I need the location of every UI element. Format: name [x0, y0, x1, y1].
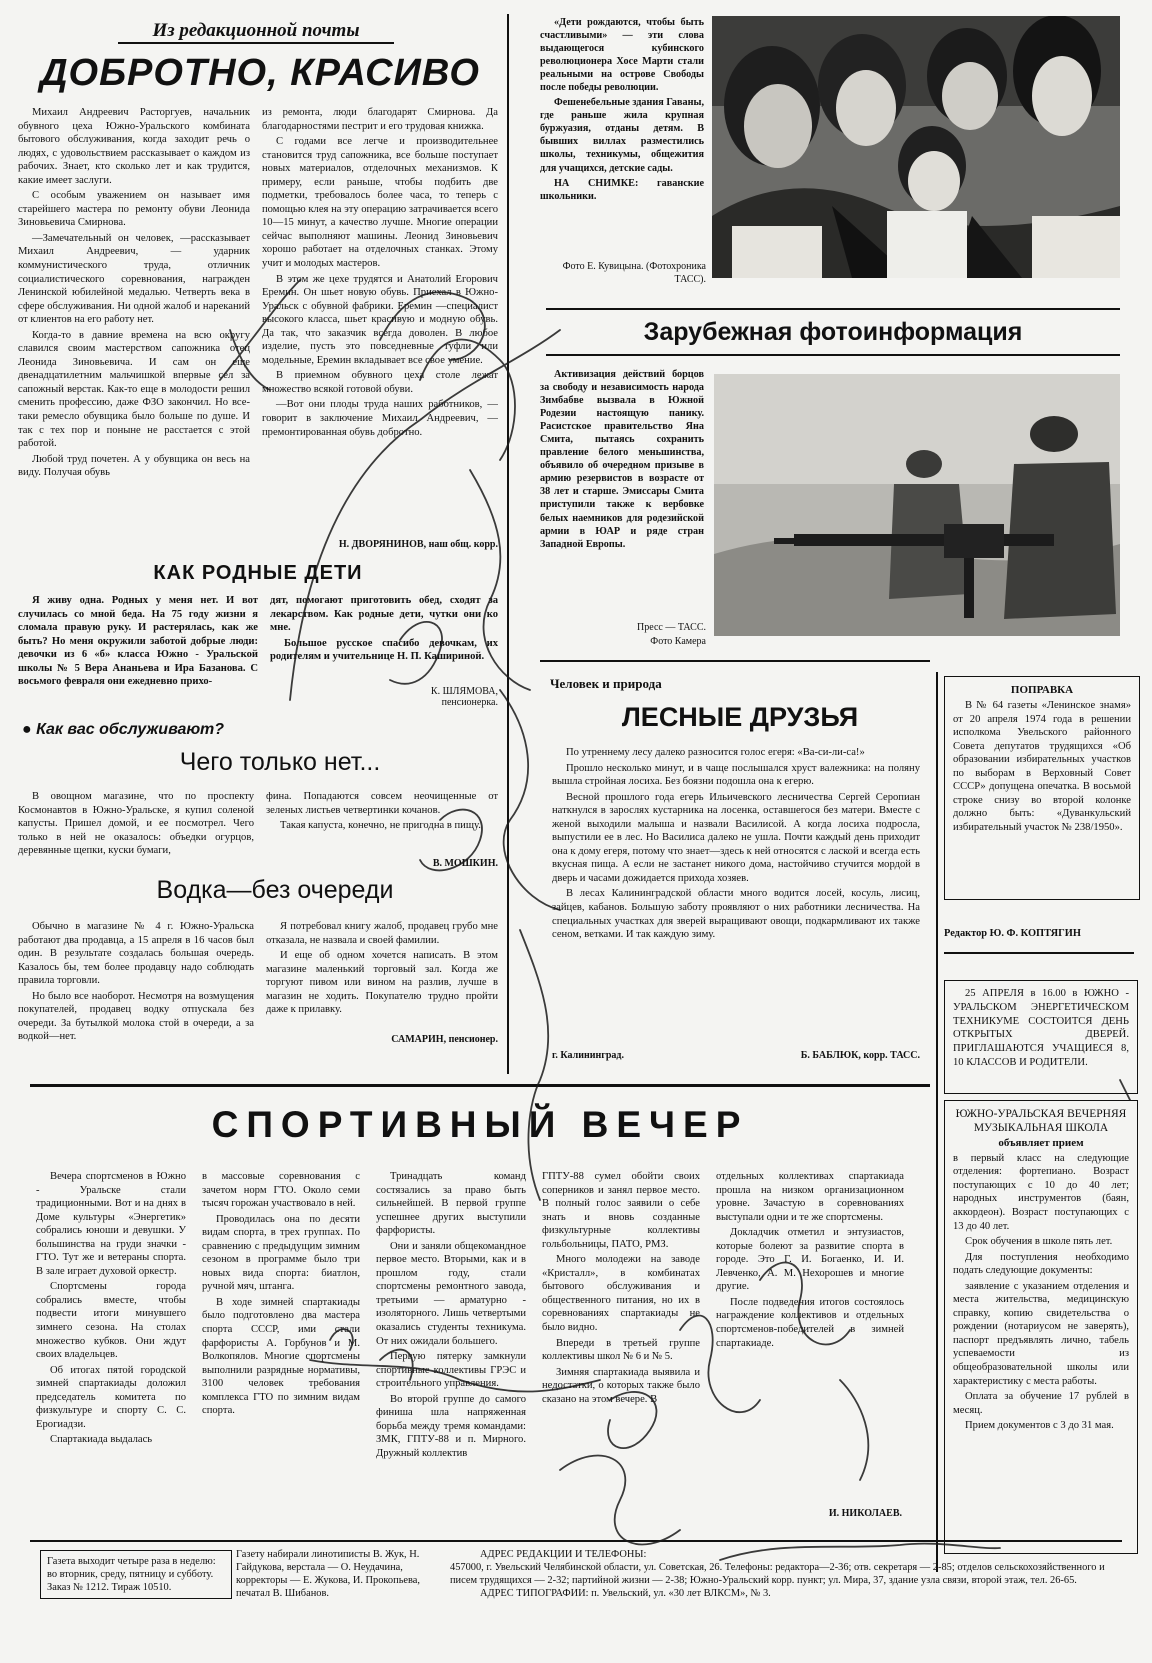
music-school-title: ЮЖНО-УРАЛЬСКАЯ ВЕЧЕРНЯЯ МУЗЫКАЛЬНАЯ ШКОЛА [955, 1108, 1127, 1135]
service1-paragraph: В овощном магазине, что по проспекту Космонавтов в Южно-Уральске, я купил соленой капусты. Пришел домой, и ее посмотрел. Чего только в ней не оказалось: объедки огурцов, деревянные щепки, куски бумаги, [18, 791, 254, 857]
correction-text: В № 64 газеты «Ленинское знамя» от 20 апреля 1974 года в решении исполкома Увельского районного Совета депутатов трудящихся «Об образовании избирательных участков по выборам в Верховный Совет СССР» допущена опечатка. В восьмой строке снизу во второй колонке должно быть: «Дуванкульский избирательный участок № 238/1950». [953, 700, 1131, 833]
article1-column-2 [262, 106, 498, 534]
foreign-paragraph: Активизация действий борцов за свободу и независимость народа Зимбабве вызвала в Южной Родезии настоящую панику. Расистское правительство Яна Смита, пытаясь сохранить правление белого меньшинства, объявило об очередном призыве в армию резервистов в возрасте от 38 лет и старше. Эмиссары Смита приступили также к вербовке белых наемников для родезийской армии в ЮАР и ряде стран Западной Европы. [540, 369, 704, 550]
service1-column-2 [266, 790, 498, 860]
sport-column-4 [542, 1170, 700, 1518]
footer-staff [236, 1548, 440, 1600]
rubric-man-nature: Человек и природа [550, 676, 662, 691]
service2-column-1 [18, 920, 254, 1070]
service2-signature: САМАРИН, пенсионер. [391, 1034, 498, 1045]
article2-paragraph: дят, помогают приготовить обед, сходят за лекарством. Как родные дети, чутки они ко мне. [270, 595, 498, 634]
article1-paragraph: В приемном обувного цеха столе лежат множество всякой готовой обуви. [262, 370, 498, 395]
sport-top-rule [30, 1084, 930, 1087]
foreign-credit-1: Пресс — ТАСС. [637, 622, 706, 633]
music-paragraph: заявление с указанием отделения и места жительства, медицинскую справку, копию свидетельства о рождении (нотариусом не заверять), паспорт предъявлять лично, табель успеваемости из общеобразовательной школы или характеристику с места работы. [953, 1280, 1129, 1387]
service2-column-2 [266, 920, 498, 1032]
correction-title: ПОПРАВКА [1010, 684, 1074, 696]
forest-paragraph: Прошло несколько минут, и в чаще послышался хруст валежника: на поляну вышла стройная лосиха. Без боязни подошла она к егерю. [552, 762, 920, 788]
article-title-dobrotno: ДОБРОТНО, КРАСИВО [40, 52, 480, 94]
photo-havana-graphic [712, 16, 1120, 278]
footer-address-title: АДРЕС РЕДАКЦИИ И ТЕЛЕФОНЫ: [480, 1549, 647, 1560]
sport-column-5 [716, 1170, 904, 1500]
footer-schedule [40, 1550, 232, 1599]
article1-paragraph: С годами все легче и производительнее становится труд сапожника, все больше поступает новых материалов, отделочных механизмов. К примеру, если раньше, чтобы подбить две подметки, требовалось более часа, то теперь с помощью клея на эту операцию затрачивается всего 10—15 минут, а качество лучше. Многие операции сейчас выполняют машины. Леонид Зиновьевич хорошо работает на отделочных станках. Этому учит и молодых мастеров. [262, 136, 498, 270]
article2-paragraph: Большое русское спасибо девочкам, их родителям и учительнице Н. П. Кашириной. [270, 637, 498, 663]
forest-place: г. Калининград. [552, 1050, 624, 1061]
service2-paragraph: Но было все наоборот. Несмотря на возмущения покупателей, продавец водку отпускала без очереди. За бутылкой молока стой в очереди, а за водкой—нет. [18, 990, 254, 1043]
open-day-text: 25 АПРЕЛЯ в 16.00 в ЮЖНО - УРАЛЬСКОМ ЭНЕРГЕТИЧЕСКОМ ТЕХНИКУМЕ СОСТОИТСЯ ДЕНЬ ОТКРЫТЫХ ДВЕРЕЙ. ПРИГЛАШАЮТСЯ УЧАЩИЕСЯ 8, 10 КЛАССОВ И РОДИТЕЛИ. [953, 988, 1129, 1068]
article-title-chego-tolko-net: Чего только нет... [179, 748, 381, 776]
cuba-paragraph: Фешенебельные здания Гаваны, где раньше жила крупная буржуазия, отданы детям. В бывших виллах разместились школы, техникумы, общежития для учащихся, детские сады. [540, 97, 704, 174]
footer-staff-text: Газету набирали линотиписты В. Жук, Н. Гайдукова, верстала — О. Неудачина, корректоры — Е. Жукова, И. Прокопьева, печатал В. Шибанов. [236, 1549, 421, 1599]
open-day-notice [944, 980, 1138, 1094]
article2-signature: К. ШЛЯМОВА, пенсионерка. [430, 686, 498, 708]
editor-rule [944, 952, 1134, 954]
service2-paragraph: И еще об одном хочется написать. В этом магазине маленький торговый зал. Когда же торгуют пивом или вином на разлив, лучше в магазин не ходить. Покупателю трудно пройти даже к прилавку. [266, 950, 498, 1016]
sidebar-divider [936, 672, 938, 1572]
forest-paragraph: В лесах Калининградской области много водится лосей, косуль, лисиц, зайцев, кабанов. Большую заботу проявляют о них работники лесничества. На специальных участках для зверей выращивают овощи, подкармливают их также сеном, ветками. И так каждую зиму. [552, 888, 920, 941]
music-school-subtitle: объявляет прием [998, 1136, 1084, 1149]
music-paragraph: в первый класс на следующие отделения: фортепиано. Возраст поступающих с 10 до 40 лет; народных инструментов (баян, аккордеон). Возраст поступающих с 13 до 40 лет. [953, 1152, 1129, 1232]
forest-paragraph: Весной прошлого года егерь Ильичевского лесничества Сергей Серопиан наткнулся в зарослях кустарника на лосенка, оставшегося без матери. Вместе с женой выходили малыша и назвали Василисой. А когда лосиха подросла, выпустили ее в лес. Но Василиса далеко не ушла. Почти каждый день приходит она к дому егеря, потому что знает—здесь к ней относятся с лаской и всегда есть вкусная пища. А если не застанет никого дома, настойчиво стучится мордой в дверь и часами дожидается прихода хозяев. [552, 791, 920, 884]
sport-column-3 [376, 1170, 526, 1518]
editor-line: Редактор Ю. Ф. КОПТЯГИН [944, 928, 1081, 939]
service1-paragraph: фина. Попадаются совсем неочищенные от зеленых листьев четвертинки кочанов. [266, 791, 498, 816]
forest-paragraph: По утреннему лесу далеко разносится голос егеря: «Ва-си-ли-са!» [566, 747, 865, 758]
sport-paragraph: отдельных коллективах спартакиада прошла на низком организационном уровне. Зачастую в соревнованиях выступали одни и те же спортсмены. [716, 1171, 904, 1223]
article-title-vodka: Водка—без очереди [156, 876, 394, 904]
sport-paragraph: Вечера спортсменов в Южно - Уральске стали традиционными. Вот и на днях в Доме культуры «Энергетик» собрались юноши и девушки. У большинства на груди значки - ГТО. Тут же и ветераны спорта. В зале играет духовой оркестр. [36, 1171, 186, 1277]
correction-box [944, 676, 1140, 900]
music-paragraph: Для поступления необходимо подать следующие документы: [953, 1251, 1129, 1277]
footer-printing: АДРЕС ТИПОГРАФИИ: п. Увельский, ул. «30 лет ВЛКСМ», № 3. [480, 1588, 771, 1599]
sport-paragraph: После подведения итогов состоялось награждение коллективов и отдельных спортсменов-победителей в зимней спартакиаде. [716, 1296, 904, 1349]
article1-paragraph: Михаил Андреевич Расторгуев, начальник обувного цеха Южно-Уральского комбината бытового обслуживания, когда заходит речь о людях, с удовольствием рассказывает о каждом из рабочих. Знает, кто сколько лет и как трудится, какие имеет заслуги. [18, 107, 250, 186]
foreign-text [540, 368, 704, 624]
article1-paragraph: Любой труд почетен. А у обувщика он весь на виду. Получая обувь [18, 453, 250, 479]
rubric-service: ● Как вас обслуживают? [22, 721, 225, 738]
photo-havana-schoolchildren [712, 16, 1120, 278]
article2-paragraph: Я живу одна. Родных у меня нет. И вот случилась со мной беда. На 75 году жизни я сломала правую руку. И растерялась, как же быть? Но меня окружили заботой добрые люди: девочки из 6 «б» класса Южно - Уральской школы № 5 Вера Ананьева и Ира Базанова. С восьмого февраля они ежедневно прихо- [18, 595, 258, 688]
sport-paragraph: Тринадцать команд состязались за право быть сильнейшей. В первой группе успешнее других выступили фарфористы. [376, 1171, 526, 1237]
article-title-lesnye-druzya: ЛЕСНЫЕ ДРУЗЬЯ [621, 702, 859, 732]
article2-column-1 [18, 594, 258, 720]
sport-paragraph: Впереди в третьей группе коллективы школ № 6 и № 5. [542, 1337, 700, 1363]
article-title-sport: СПОРТИВНЫЙ ВЕЧЕР [211, 1104, 749, 1145]
rubric-editorial-mail: Из редакционной почты [118, 20, 394, 44]
forest-text [552, 746, 920, 1046]
sport-signature: И. НИКОЛАЕВ. [828, 1508, 902, 1519]
sport-paragraph: Во второй группе до самого финиша шла напряженная борьба между тремя командами: ЗМК, ГПТУ-88 и п. Мирного. Дружный коллектив [376, 1393, 526, 1459]
sport-paragraph: Докладчик отметил и энтузиастов, которые болеют за развитие спорта в городе. Это Г. И. Богаенко, И. И. Левченко, А. М. Нехорошев и многие другие. [716, 1227, 904, 1293]
photo-rhodesia-soldiers [714, 374, 1120, 636]
cuba-caption [540, 16, 704, 256]
cuba-paragraph: НА СНИМКЕ: гаванские школьники. [540, 177, 704, 202]
music-paragraph: Срок обучения в школе пять лет. [965, 1236, 1113, 1248]
footer-address-text: 457000, г. Увельский Челябинской области, ул. Советская, 26. Телефоны: редактора—2-36; отв. секретаря — 2-85; отделов сельскохозяйственного и писем трудящихся — 2-32; партийной жизни — 2-38; Южно-Уральский корр. пункт; ул. Мира, 37, здание узла связи, второй этаж, тел. 26-65. [450, 1562, 1105, 1586]
article1-paragraph: из ремонта, люди благодарят Смирнова. Да благодарностями пестрит и его трудовая книжка. [262, 107, 498, 132]
article1-signature: Н. ДВОРЯНИНОВ, наш общ. корр. [338, 539, 498, 550]
music-paragraph: Оплата за обучение 17 рублей в месяц. [953, 1391, 1129, 1416]
article1-paragraph: Когда-то в давние времена на всю округу славился своим мастерством сапожника отец Леонида Зиновьевича. И сам он еще двенадцатилетним мальчишкой впервые сел за сапожный верстак. Как-то еще в молодости решил сменить профессию, даже ФЗО закончил. Но все-таки ремесло обувщика было больше по душе. И так с тех пор и поныне не расстается с этой работой. [18, 329, 250, 450]
footer-top-rule [30, 1540, 1122, 1542]
article1-paragraph: В этом же цехе трудятся и Анатолий Егорович Еремин. Он шьет новую обувь. Приехал в Южно-Уральск с обувной фабрики. Еремин —специалист высокого класса, шьет красивую и модную обувь. Да так, что заказчик всегда доволен. В любое изделие, пусть это повседневные туфли или модельные, Еремин вкладывает все свое умение. [262, 273, 498, 366]
cuba-credit: Фото Е. Кувицына. (Фотохроника ТАСС). [562, 261, 706, 285]
service2-paragraph: Я потребовал книгу жалоб, продавец грубо мне отказала, не назвала и своей фамилии. [266, 921, 498, 946]
music-school-notice [944, 1100, 1138, 1554]
foreign-credit-2: Фото Камера [650, 636, 706, 647]
sport-column-2 [202, 1170, 360, 1518]
service1-signature: В. МОШКИН. [432, 858, 498, 869]
sport-paragraph: Спартакиада выдалась [50, 1434, 153, 1446]
sport-paragraph: Спортсмены города собрались вместе, чтобы подвести итоги минувшего зимнего сезона. На столах множество кубков. Они ждут своих владельцев. [36, 1281, 186, 1361]
cuba-paragraph: «Дети рождаются, чтобы быть счастливыми» — эти слова выдающегося кубинского революционера Хосе Марти стали реальными на острове Свободы после победы революции. [540, 17, 704, 94]
footer-schedule-text: Газета выходит четыре раза в неделю: во вторник, среду, пятницу и субботу. Заказ № 1212. Тираж 10510. [47, 1556, 216, 1593]
article1-paragraph: С особым уважением он называет имя старейшего мастера по ремонту обуви Леонида Зиновьевича Смирнова. [18, 190, 250, 229]
footer-address [450, 1548, 1122, 1600]
sport-paragraph: В ходе зимней спартакиады было подготовлено два мастера спорта СССР, ими стали фарфористы А. Горбунов и М. Волкопялов. Многие спортсмены выполнили разрядные нормативы, 3100 человек требования комплекса ГТО по зимним видам спорта. [202, 1296, 360, 1417]
service1-paragraph: Такая капуста, конечно, не пригодна в пищу. [280, 820, 481, 832]
forest-top-rule [540, 660, 930, 662]
forest-signature: Б. БАБЛЮК, корр. ТАСС. [800, 1050, 920, 1061]
sport-paragraph: в массовые соревнования с зачетом норм ГТО. Около семи тысяч горожан участвовало в ней. [202, 1171, 360, 1210]
photo-rhodesia-graphic [714, 374, 1120, 636]
sport-paragraph: Проводилась она по десяти видам спорта, в трех группах. По сравнению с предыдущим зимним сезоном в программе было три новых вида спорта: биатлон, ручной мяч, штанга. [202, 1213, 360, 1293]
sport-paragraph: ГПТУ-88 сумел обойти своих соперников и занял первое место. В полный голос заявили о себе знать и вновь созданные физкультурные коллективы гольбольницы, ПАТО, РМЗ. [542, 1171, 700, 1250]
music-paragraph: Прием документов с 3 до 31 мая. [965, 1420, 1114, 1432]
service1-column-1 [18, 790, 254, 874]
article1-column-1 [18, 106, 250, 558]
article-title-rodnye-deti: КАК РОДНЫЕ ДЕТИ [153, 562, 363, 584]
sport-paragraph: Много молодежи на заводе «Кристалл», в комбинатах бытового обслуживания и общественного питания, но их в соревнованиях спартакиады не было видно. [542, 1254, 700, 1334]
sport-paragraph: Они и заняли общекомандное первое место. Вторыми, как и в прошлом году, стали спортсмены ремонтного завода, третьими — арматурно - изоляторного. Лишь четвертыми оказались студенты техникума. От них ожидали большего. [376, 1240, 526, 1347]
foreign-photo-banner: Зарубежная фотоинформация [546, 308, 1120, 356]
sport-paragraph: Первую пятерку замкнули спортивные коллективы ГРЭС и строительного управления. [376, 1351, 526, 1390]
sport-paragraph: Об итогах пятой городской зимней спартакиады доложил председатель комитета по физкультуре и спорту С. С. Ерогиадзи. [36, 1364, 186, 1430]
service2-paragraph: Обычно в магазине № 4 г. Южно-Уральска работают два продавца, а 15 апреля в 16 часов был один. В результате создалась большая очередь. Казалось бы, тем более продавцу надо соблюдать правила торговли. [18, 921, 254, 987]
sport-paragraph: Зимняя спартакиада выявила и недостатки, о которых также было сказано на этом вечере. В [542, 1366, 700, 1405]
article1-paragraph: —Вот они плоды труда наших работников, — говорит в заключение Михаил Андреевич, — премонтированная обувь добротно. [262, 399, 498, 438]
sport-column-1 [36, 1170, 186, 1518]
article2-column-2 [270, 594, 498, 674]
column-divider [507, 14, 509, 1074]
article1-paragraph: —Замечательный он человек, —рассказывает Михаил Андреевич, — ударник коммунистического труда, отличник социалистического соревнования, награжден Ленинской юбилейной медалью. Четверть века в сфере обслуживания. Ни одной жалоб и нареканий от клиентов на его работу нет. [18, 232, 250, 326]
